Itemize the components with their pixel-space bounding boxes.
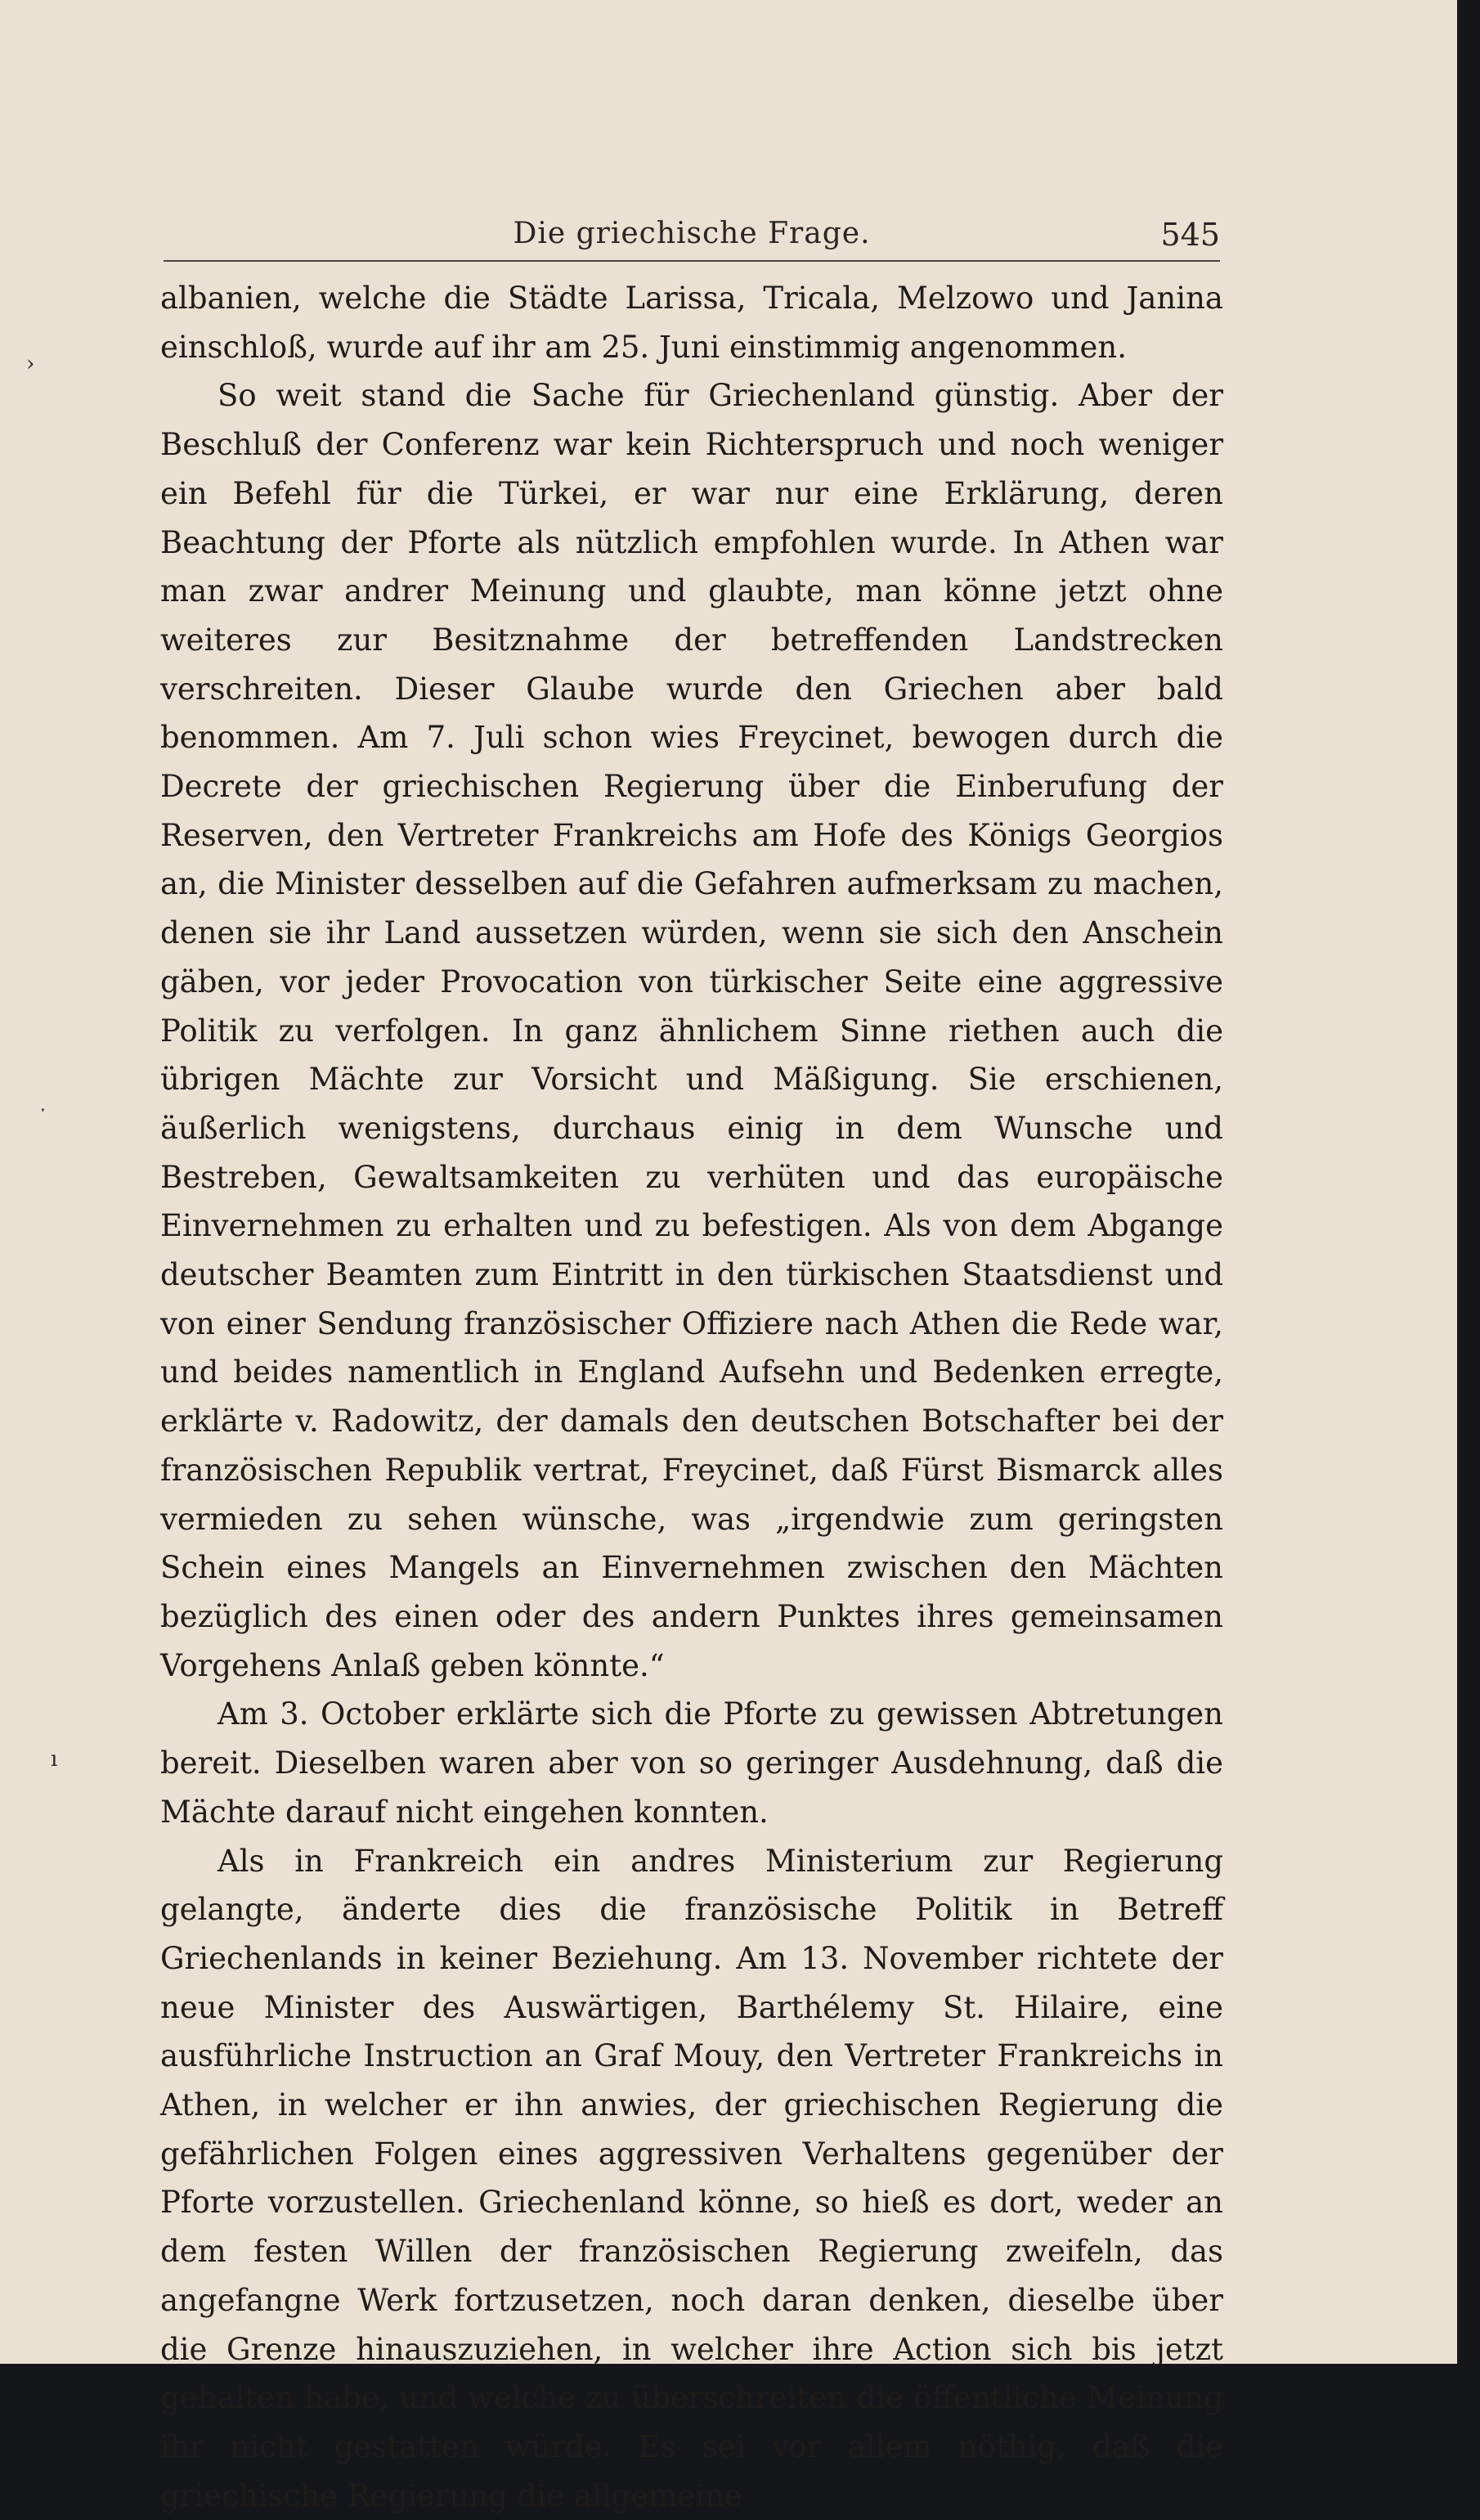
page-header <box>164 217 1220 258</box>
header-rule <box>164 260 1220 262</box>
running-title: Die griechische Frage. <box>164 217 1220 250</box>
margin-mark-3: ı <box>51 1749 57 1770</box>
paragraph-1: albanien, welche die Städte Larissa, Tricala, Melzowo und Janina einschloß, wurde auf ihr am 25. Juni einstimmig angenommen. <box>160 274 1223 371</box>
margin-mark-2: ˑ <box>39 1101 47 1122</box>
margin-mark-1: › <box>26 353 34 375</box>
paragraph-3: Am 3. October erklärte sich die Pforte zu gewissen Abtretungen bereit. Dieselben waren aber von so geringer Ausdehnung, daß die Mächte darauf nicht eingehen konnten. <box>160 1690 1223 1836</box>
body-text <box>160 274 1223 2520</box>
paragraph-4: Als in Frankreich ein andres Ministerium zur Regierung gelangte, änderte dies die französische Politik in Betreff Griechenlands in keiner Beziehung. Am 13. November richtete der neue Minister des Auswärtigen, Barthélemy St. Hilaire, eine ausführliche Instruction an Graf Mouy, den Vertreter Frankreichs in Athen, in welcher er ihn anwies, der griechischen Regierung die gefährlichen Folgen eines aggressiven Verhaltens gegenüber der Pforte vorzustellen. Griechenland könne, so hieß es dort, weder an dem festen Willen der französischen Regierung zweifeln, das angefangne Werk fortzusetzen, noch daran denken, dieselbe über die Grenze hinauszuziehen, in welcher ihre Action sich bis jetzt gehalten habe, und welche zu überschreiten die öffentliche Meinung ihr nicht gestatten würde. Es sei vor allem nöthig, daß die griechische Regierung die allgemeine <box>160 1837 1223 2520</box>
page-number: 545 <box>1160 217 1220 253</box>
paragraph-2: So weit stand die Sache für Griechenland günstig. Aber der Beschluß der Conferenz war kein Richterspruch und noch weniger ein Befehl für die Türkei, er war nur eine Erklärung, deren Beachtung der Pforte als nützlich empfohlen wurde. In Athen war man zwar andrer Meinung und glaubte, man könne jetzt ohne weiteres zur Besitznahme der betreffenden Landstrecken verschreiten. Dieser Glaube wurde den Griechen aber bald benommen. Am 7. Juli schon wies Freycinet, bewogen durch die Decrete der griechischen Regierung über die Einberufung der Reserven, den Vertreter Frankreichs am Hofe des Königs Georgios an, die Minister desselben auf die Gefahren aufmerksam zu machen, denen sie ihr Land aussetzen würden, wenn sie sich den Anschein gäben, vor jeder Provocation von türkischer Seite eine aggressive Politik zu verfolgen. In ganz ähnlichem Sinne riethen auch die übrigen Mächte zur Vorsicht und Mäßigung. Sie erschienen, äußerlich wenigstens, durchaus einig in dem Wunsche und Bestreben, Gewaltsamkeiten zu verhüten und das europäische Einvernehmen zu erhalten und zu befestigen. Als von dem Abgange deutscher Beamten zum Eintritt in den türkischen Staatsdienst und von einer Sendung französischer Offiziere nach Athen die Rede war, und beides namentlich in England Aufsehn und Bedenken erregte, erklärte v. Radowitz, der damals den deutschen Botschafter bei der französischen Republik vertrat, Freycinet, daß Fürst Bismarck alles vermieden zu sehen wünsche, was „irgendwie zum geringsten Schein eines Mangels an Einvernehmen zwischen den Mächten bezüglich des einen oder des andern Punktes ihres gemeinsamen Vorgehens Anlaß geben könnte.“ <box>160 371 1223 1690</box>
